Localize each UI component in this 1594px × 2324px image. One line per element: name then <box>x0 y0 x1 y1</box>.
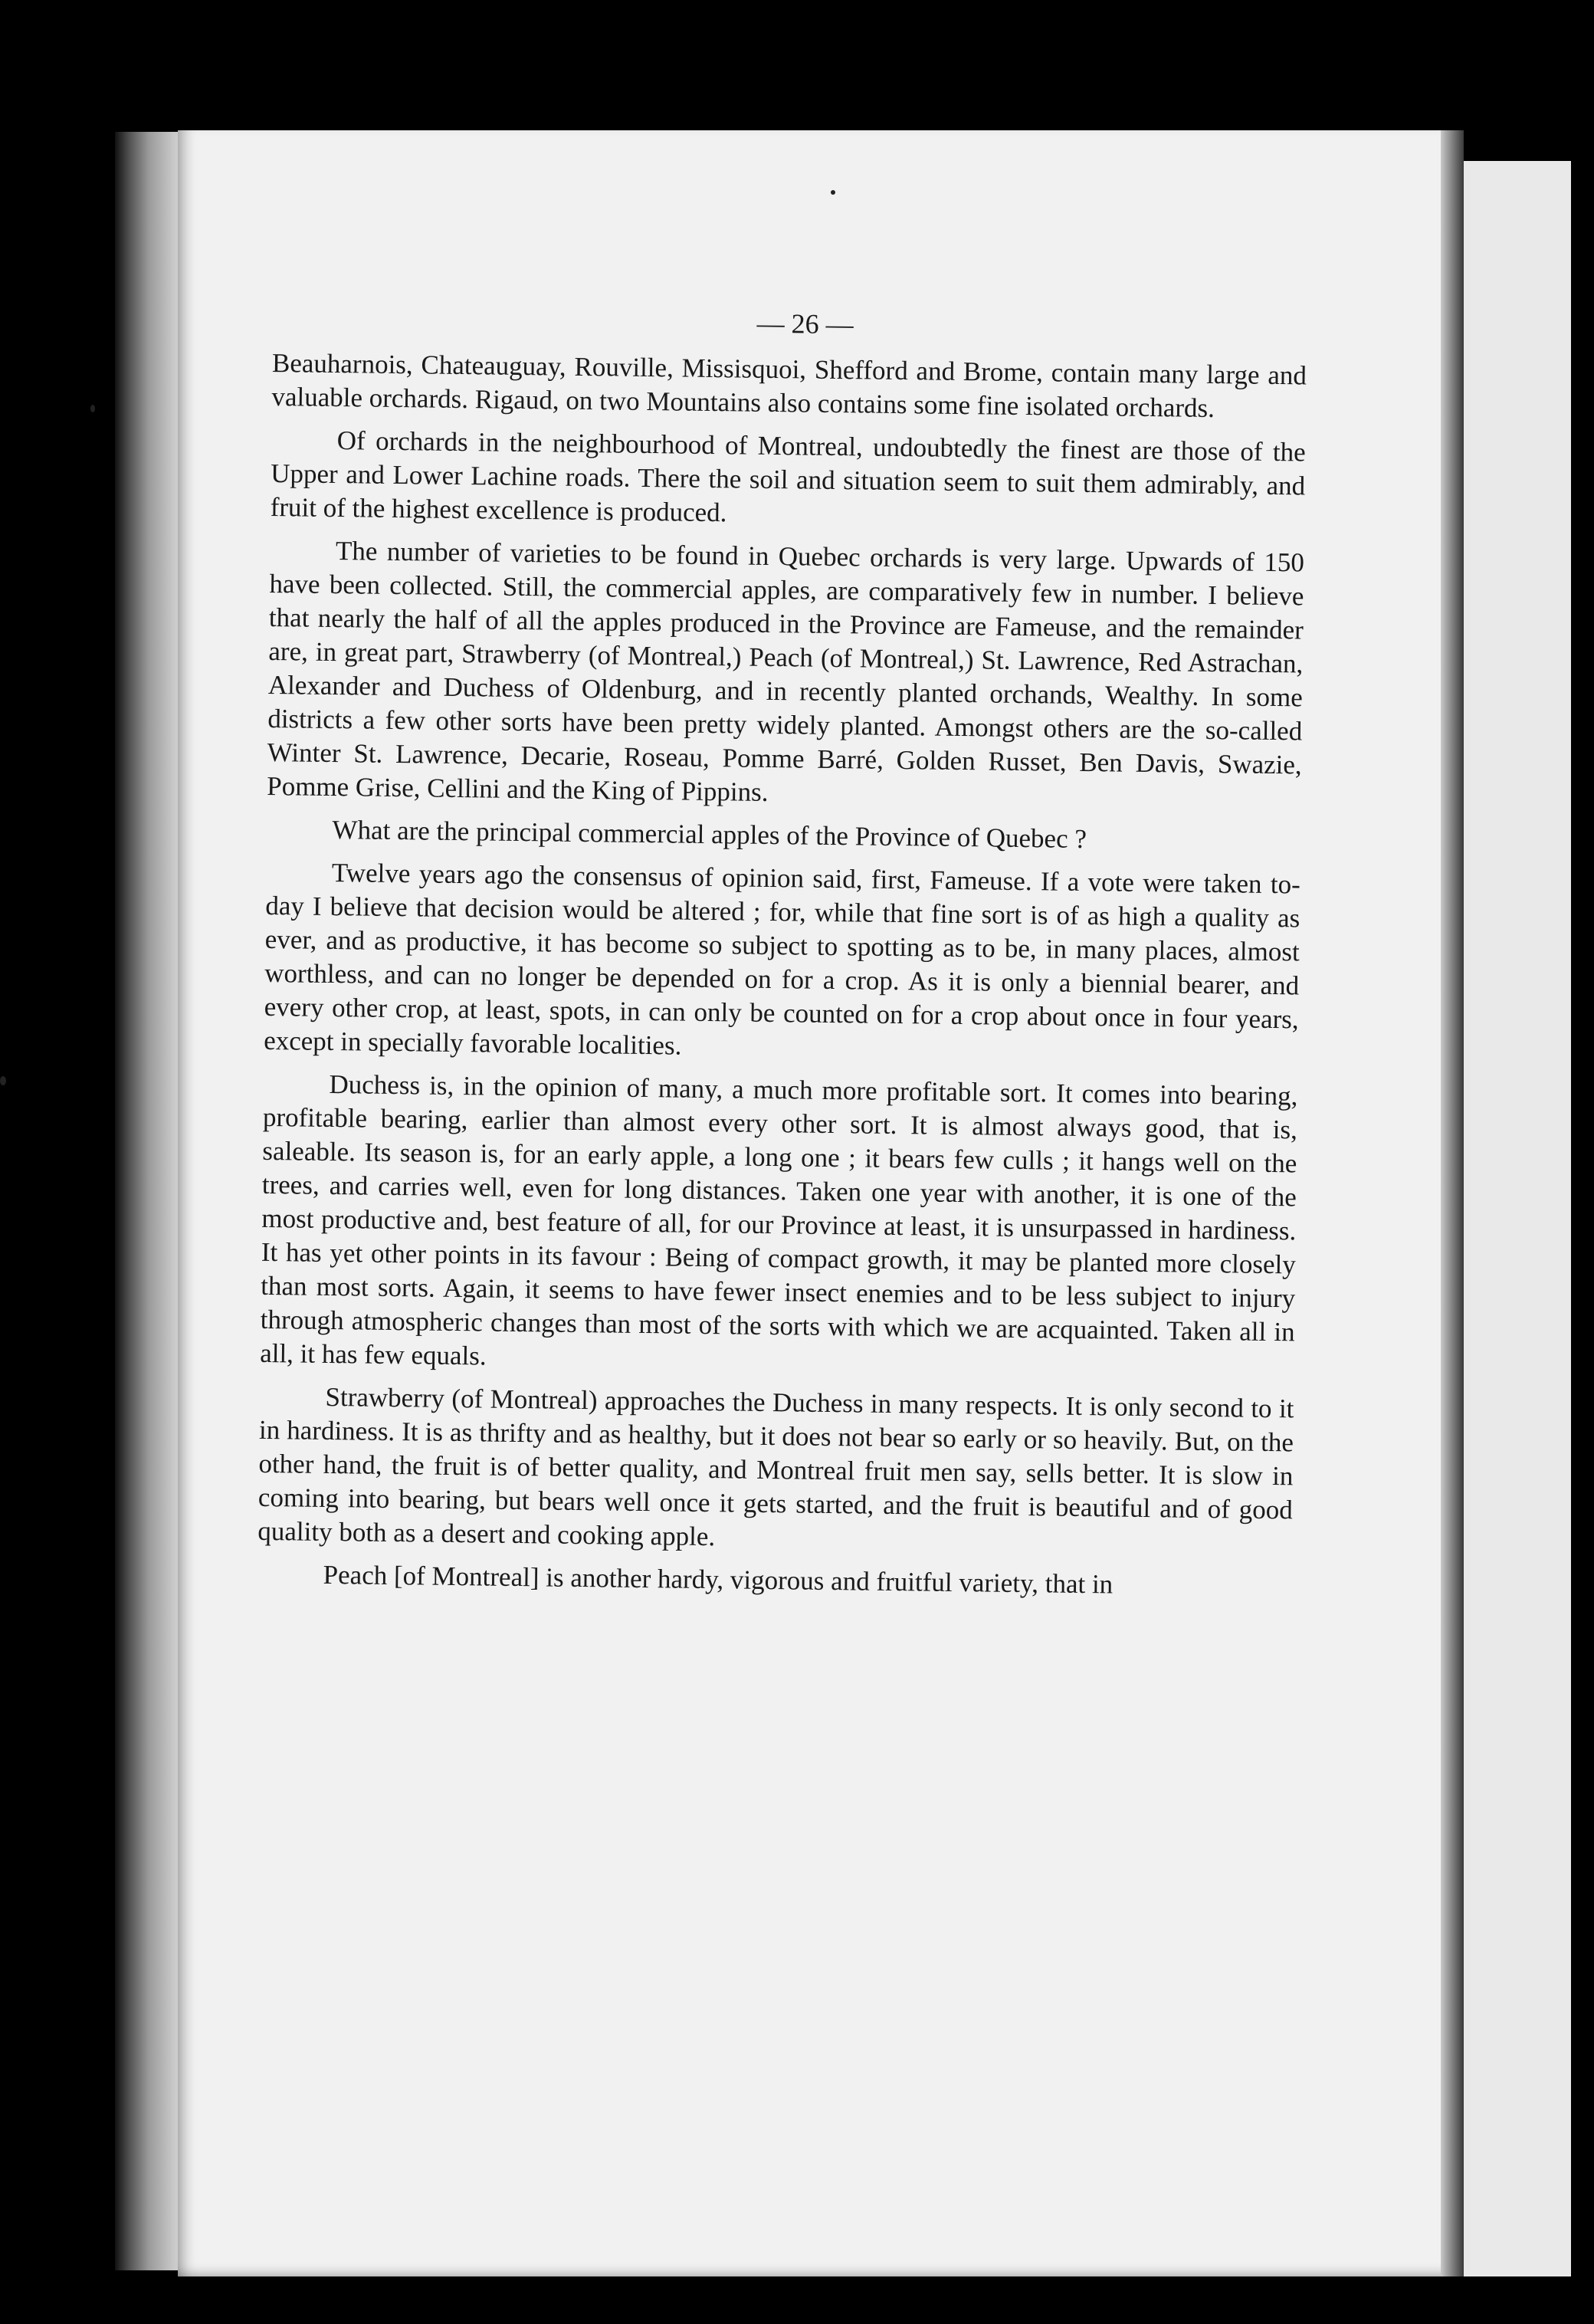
paragraph: What are the principal commercial apples of the Province of Quebec ? <box>332 815 1087 855</box>
paragraph: Of orchards in the neighbourhood of Montreal, undoubtedly the finest are those of the Upper and Lower Lachine roads. There the soil and situation seem to suit them admirably, and fruit of the highest excellence is produced. <box>270 425 1306 528</box>
page-number: — 26 — <box>756 307 854 340</box>
paragraph: Beauharnois, Chateauguay, Rouville, Missisquoi, Shefford and Brome, contain many large and valuable orchards. Rigaud, on two Mountains also contains some fine isolated orchards. <box>271 347 1307 424</box>
paragraph: Duchess is, in the opinion of many, a much more profitable sort. It comes into bearing, profitable bearing, earlier than almost every other sort. It is almost always good, that is, saleable. Its season is, for an early apple, a long one ; it bears few culls ; it hangs well on the trees, and carries well, even for long distances. Taken one year with another, it is one of the most productive and, best feature of all, for our Province at least, it is unsurpassed in hardiness. It has yet other points in its favour : Being of compact growth, it may be planted more closely than most sorts. Again, it seems to have fewer insect enemies and to be less subject to injury through atmospheric changes than most of the sorts with which we are acquainted. Taken all in all, it has few equals. <box>259 1068 1298 1371</box>
scan-speck <box>90 405 95 412</box>
paragraph: Twelve years ago the consensus of opinion said, first, Fameuse. If a vote were taken to-day I believe that decision would be altered ; for, while that fine sort is of as high a quality as ever, and as productive, it has become so subject to spotting as to be, in many places, almost worthless, and can no longer be depended on for a crop. As it is only a biennial bearer, and every other crop, at least, spots, in can only be counted on for a crop about once in four years, except in specially favorable localities. <box>263 857 1301 1061</box>
scan-speck <box>831 190 835 195</box>
paragraph: Strawberry (of Montreal) approaches the Duchess in many respects. It is only second to it in hardiness. It is as thrifty and as healthy, but it does not bear so early or so heavily. But, on the other hand, the fruit is of better quality, and Montreal fruit men say, sells better. It is slow in coming into bearing, but bears well once it gets started, and the fruit is beautiful and of good quality both as a desert and cooking apple. <box>257 1381 1294 1552</box>
page-gutter-shadow <box>1441 130 1464 2276</box>
page-text <box>257 300 1307 1613</box>
scan-speck <box>0 1076 6 1085</box>
adjacent-page-edge <box>1464 161 1571 2276</box>
paragraph: Peach [of Montreal] is another hardy, vigorous and fruitful variety, that in <box>323 1559 1114 1600</box>
scan-border <box>1571 161 1594 2276</box>
paragraph: The number of varieties to be found in Quebec orchards is very large. Upwards of 150 have been collected. Still, the commercial apples, are comparatively few in number. I believe that nearly the half of all the apples produced in the Province are Fameuse, and the remainder are, in great part, Strawberry (of Montreal,) Peach (of Montreal,) St. Lawrence, Red Astrachan, Alexander and Duchess of Oldenburg, and in recently planted orchands, Wealthy. In some districts a few other sorts have been pretty widely planted. Amongst others are the so-called Winter St. Lawrence, Decarie, Roseau, Pomme Barré, Golden Russet, Ben Davis, Swazie, Pomme Grise, Cellini and the King of Pippins. <box>267 536 1305 807</box>
